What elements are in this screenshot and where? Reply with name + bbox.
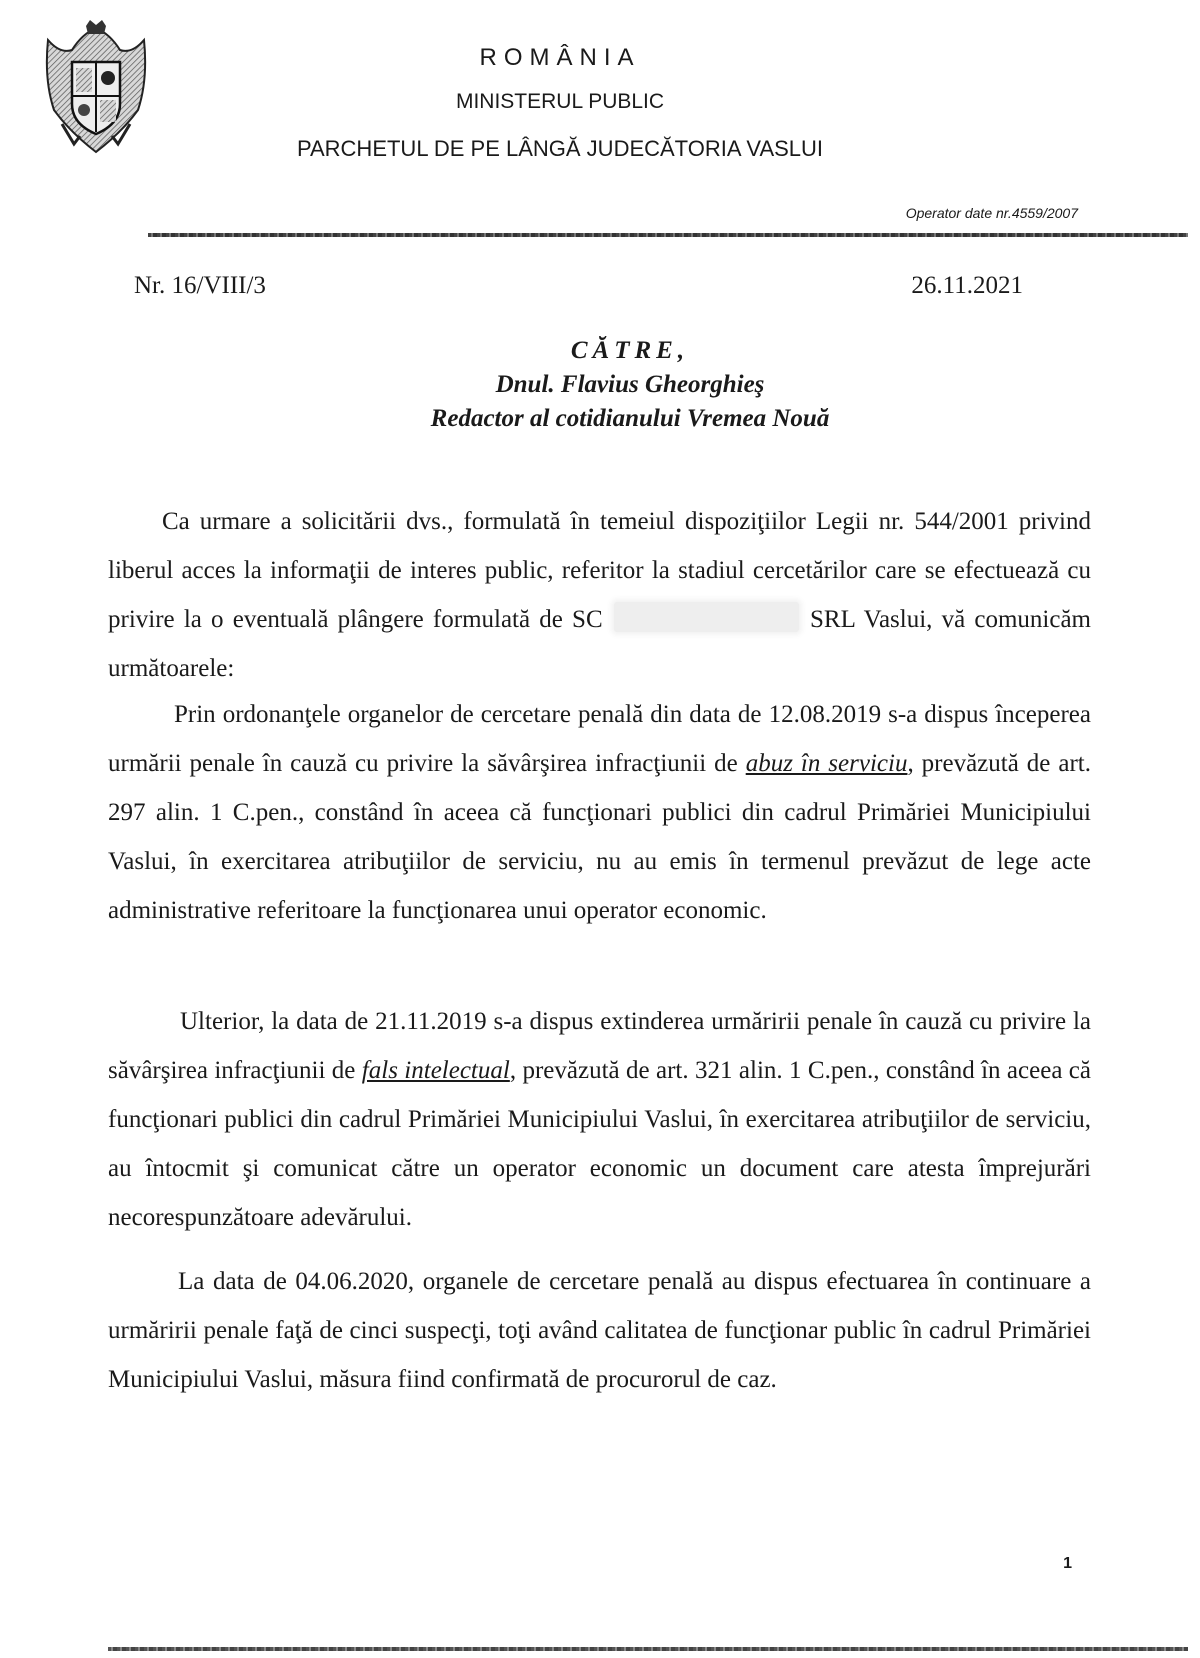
paragraph-3 xyxy=(108,997,1091,1242)
addressee-role: Redactor al cotidianului Vremea Nouă xyxy=(430,405,830,432)
document-number: Nr. 16/VIII/3 xyxy=(134,272,266,299)
paragraph-1-part-b: SRL Vaslui, vă comunicăm următoarele: xyxy=(108,606,1092,682)
footer-divider xyxy=(108,1647,1188,1651)
header-country: ROMÂNIA xyxy=(479,44,641,71)
paragraph-2 xyxy=(108,690,1091,935)
document-date: 26.11.2021 xyxy=(911,272,1023,299)
addressee-to: CĂTRE, xyxy=(570,337,690,364)
operator-number: Operator date nr.4559/2007 xyxy=(905,205,1078,221)
paragraph-4: La data de 04.06.2020, organele de cercetare penală au dispus efectuarea în continuare a urmăririi penale faţă de cinci suspecţi, toţi având calitatea de funcţionar public în cadrul Primăriei Municipiului Vaslui, măsura fiind confirmată de procurorul de caz. xyxy=(108,1268,1091,1393)
paragraph-2-part-a: Prin ordonanţele organelor de cercetare penală din data de 12.08.2019 s-a dispus începerea urmării penale în cauză cu privire la săvârşirea infracţiunii de xyxy=(108,701,1091,777)
header-office: PARCHETUL DE PE LÂNGĂ JUDECĂTORIA VASLUI xyxy=(296,136,824,161)
header-ministry: MINISTERUL PUBLIC xyxy=(455,90,665,113)
offence-fals-intelectual: fals intelectual xyxy=(361,1057,510,1084)
header-divider xyxy=(148,233,1188,237)
addressee-name: Dnul. Flavius Gheorghieş xyxy=(495,371,765,398)
coat-of-arms-icon xyxy=(40,20,152,160)
paragraph-2-part-b: , prevăzută de art. 297 alin. 1 C.pen., constând în aceea că funcţionari publici din cadrul Primăriei Municipiului Vaslui, în exercitarea atribuţiilor de serviciu, nu au emis în termenul prevăzut de lege acte administrative referitoare la funcţionarea unui operator economic. xyxy=(108,750,1091,924)
redacted-company-name xyxy=(614,602,799,632)
page-number: 1 xyxy=(1063,1555,1072,1572)
paragraph-1 xyxy=(108,497,1091,693)
paragraph-3-part-b: , prevăzută de art. 321 alin. 1 C.pen., constând în aceea că funcţionari publici din cadrul Primăriei Municipiului Vaslui, în exercitarea atribuţiilor de serviciu, au întocmit şi comunicat către un operator economic un document care atesta împrejurări necorespunzătoare adevărului. xyxy=(108,1057,1092,1231)
paragraph-1-part-a: Ca urmare a solicitării dvs., formulată în temeiul dispoziţiilor Legii nr. 544/2001 privind liberul acces la informaţii de interes public, referitor la stadiul cercetărilor care se efectuează cu privire la o eventuală plângere formulată de SC xyxy=(108,508,1091,633)
offence-abuz-in-serviciu: abuz în serviciu xyxy=(745,750,908,777)
paragraph-3-part-a: Ulterior, la data de 21.11.2019 s-a dispus extinderea urmăririi penale în cauză cu privire la săvârşirea infracţiunii de xyxy=(108,1008,1091,1084)
